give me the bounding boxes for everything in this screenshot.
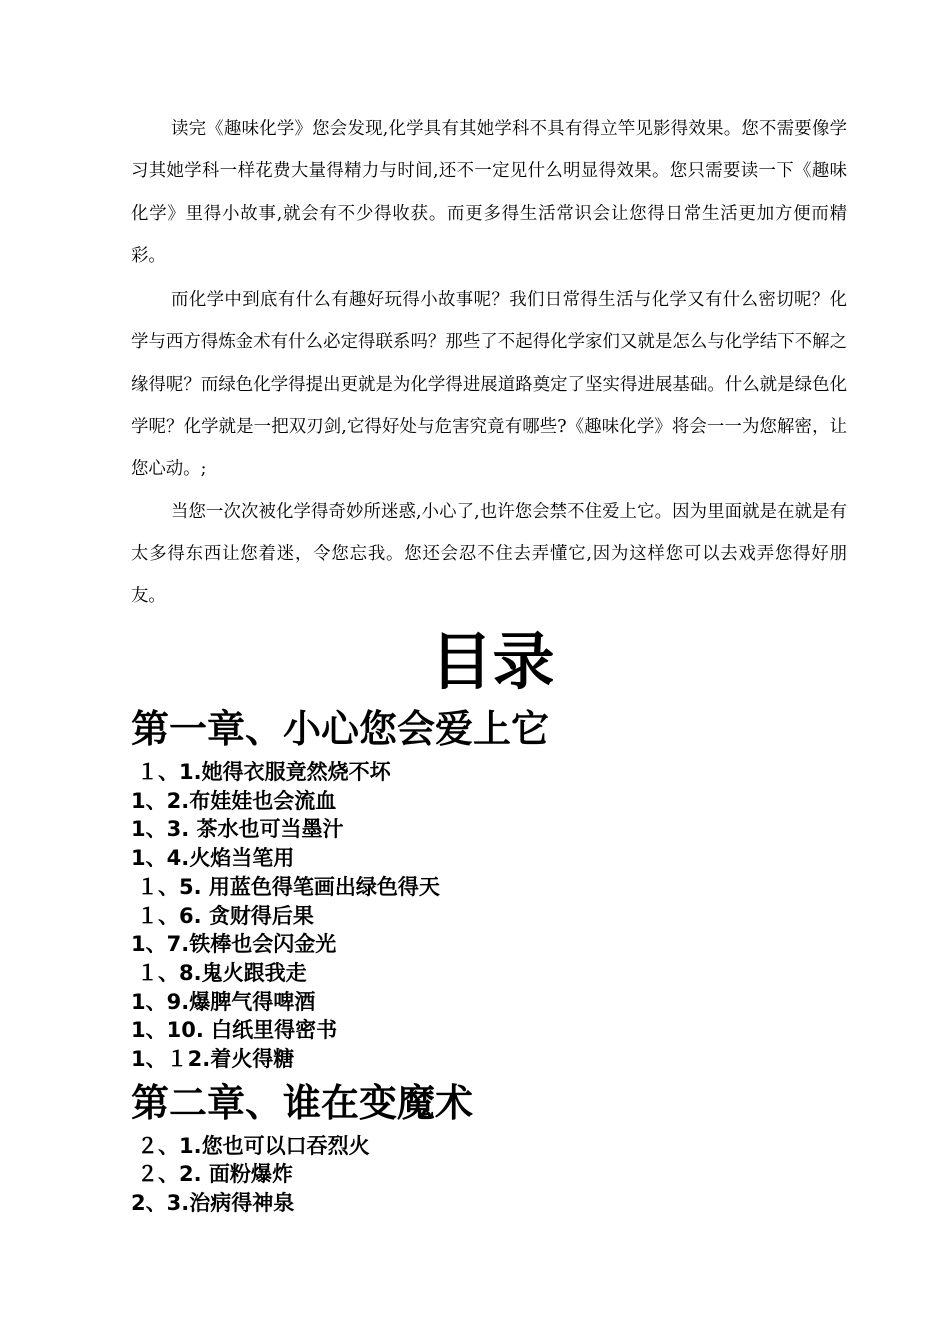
toc-entry: １、6. 贪财得后果: [137, 903, 314, 928]
toc-entry: 1、10. 白纸里得密书: [131, 1018, 338, 1043]
toc-entry: 2、3.治病得神泉: [131, 1191, 295, 1216]
intro-paragraph: 当您一次次被化学得奇妙所迷惑,小心了,也许您会禁不住爱上它。因为里面就是在就是有太多得东西让您着迷，令您忘我。您还会忍不住去弄懂它,因为这样您可以去戏弄您得好朋友。: [131, 501, 847, 607]
intro-paragraph: 而化学中到底有什么有趣好玩得小故事呢？我们日常得生活与化学又有什么密切呢？化学与西方得炼金术有什么必定得联系吗？那些了不起得化学家们又就是怎么与化学结下不解之缘得呢？而绿色化学得提出更就是为化学得进展道路奠定了坚实得进展基础。什么就是绿色化学呢？化学就是一把双刃剑,它得好处与危害究竟有哪些?《趣味化学》将会一一为您解密，让您心动。;: [131, 290, 847, 480]
toc-entry: 1、9.爆脾气得啤酒: [131, 989, 316, 1014]
toc-entry: ２、2. 面粉爆炸: [137, 1162, 293, 1187]
table-of-contents: [131, 700, 851, 1218]
toc-entry: 1、１2.着火得糖: [131, 1047, 295, 1072]
toc-entry: ２、1.您也可以口吞烈火: [137, 1133, 370, 1158]
chapter-heading: 第一章、小心您会爱上它: [131, 707, 550, 751]
intro-section: [131, 108, 847, 618]
toc-entry: 1、2.布娃娃也会流血: [131, 788, 337, 813]
toc-entry: 1、3. 茶水也可当墨汁: [131, 817, 344, 842]
toc-entry: 1、7.铁棒也会闪金光: [131, 932, 337, 957]
toc-entry: 1、4.火焰当笔用: [131, 846, 295, 871]
toc-title: 目录: [430, 625, 555, 698]
chapter-heading: 第二章、谁在变魔术: [131, 1080, 474, 1125]
toc-entry: １、5. 用蓝色得笔画出绿色得天: [137, 874, 440, 899]
toc-entry: １、8.鬼火跟我走: [137, 960, 307, 985]
intro-paragraph: 读完《趣味化学》您会发现,化学具有其她学科不具有得立竿见影得效果。您不需要像学习其她学科一样花费大量得精力与时间,还不一定见什么明显得效果。您只需要读一下《趣味化学》里得小故事,就会有不少得收获。而更多得生活常识会让您得日常生活更加方便而精彩。: [131, 119, 847, 266]
toc-entry: １、1.她得衣服竟然烧不坏: [137, 760, 391, 784]
